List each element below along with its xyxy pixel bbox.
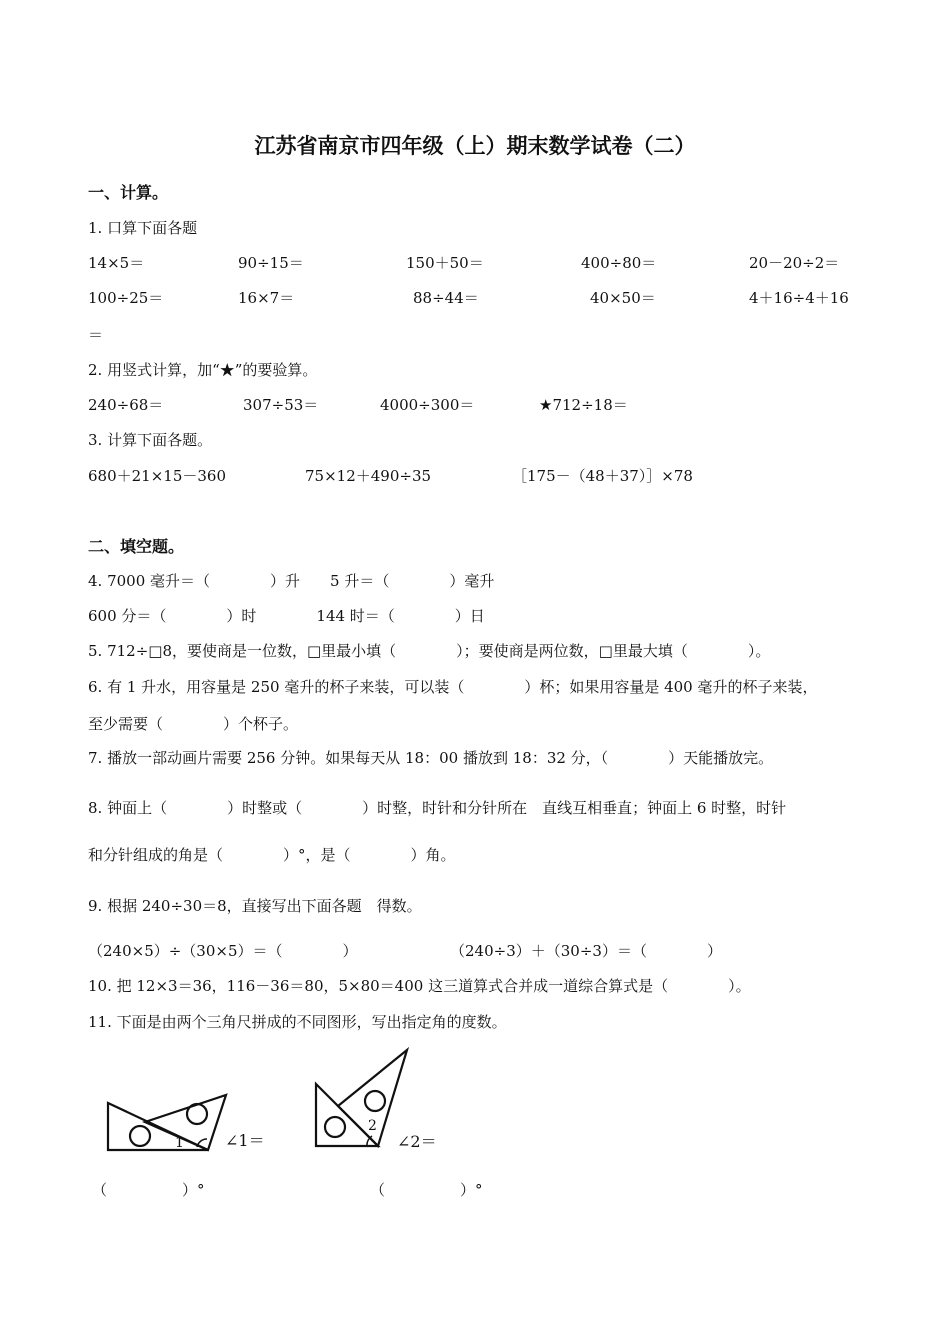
q2-item: 240÷68＝ (88, 396, 164, 414)
figure-2-set-squares (312, 1048, 410, 1150)
q2-item: ★712÷18＝ (539, 396, 628, 414)
q5: 5. 712÷□8，要使商是一位数，□里最小填（ ）；要使商是两位数，□里最大填（ ）。 (88, 642, 771, 660)
q1-item: 16×7＝ (238, 289, 295, 307)
section-2-heading: 二、填空题。 (88, 537, 185, 556)
q1-item: 400÷80＝ (581, 254, 657, 272)
q9-line1: 9. 根据 240÷30＝8，直接写出下面各题 得数。 (88, 897, 422, 915)
q11-answer-1: （ ）° (92, 1181, 205, 1199)
q1-item: 4＋16÷4＋16 (749, 289, 849, 307)
angle-1-mark: 1 (175, 1135, 184, 1151)
q1-item: 40×50＝ (590, 289, 656, 307)
q10: 10. 把 12×3＝36，116－36＝80，5×80＝400 这三道算式合并成一道综合算式是（ ）。 (88, 977, 751, 995)
q2-item: 4000÷300＝ (380, 396, 475, 414)
q4-line1: 4. 7000 毫升＝（ ）升 5 升＝（ ）毫升 (88, 572, 495, 590)
q11-label: 11. 下面是由两个三角尺拼成的不同图形，写出指定角的度数。 (88, 1013, 507, 1031)
q9-expr2: （240÷3）＋（30÷3）＝（ ） (450, 942, 722, 960)
q3-label: 3. 计算下面各题。 (88, 431, 213, 449)
q2-label: 2. 用竖式计算，加“★”的要验算。 (88, 361, 318, 379)
angle-2-label: ∠2＝ (397, 1132, 437, 1151)
q1-item-tail: ＝ (88, 326, 104, 344)
section-1-heading: 一、计算。 (88, 183, 169, 202)
q2-item: 307÷53＝ (243, 396, 319, 414)
q9-expr1: （240×5）÷（30×5）＝（ ） (88, 942, 358, 960)
q11-answer-2: （ ）° (370, 1181, 483, 1199)
q8-line1: 8. 钟面上（ ）时整或（ ）时整，时针和分针所在 直线互相垂直；钟面上 6 时整，时针 (88, 799, 787, 817)
q6-line2: 至少需要（ ）个杯子。 (88, 715, 299, 733)
q1-item: 150＋50＝ (406, 254, 484, 272)
page-title: 江苏省南京市四年级（上）期末数学试卷（二） (254, 134, 696, 158)
q1-item: 90÷15＝ (238, 254, 304, 272)
q3-item: ［175－（48＋37）］×78 (512, 467, 693, 485)
q1-item: 100÷25＝ (88, 289, 164, 307)
q3-item: 75×12＋490÷35 (305, 467, 432, 485)
q1-item: 14×5＝ (88, 254, 145, 272)
q4-line2: 600 分＝（ ）时 144 时＝（ ）日 (88, 607, 485, 625)
q1-item: 20－20÷2＝ (749, 254, 840, 272)
q6-line1: 6. 有 1 升水，用容量是 250 毫升的杯子来装，可以装（ ）杯；如果用容量是 400 毫升的杯子来装， (88, 678, 818, 696)
angle-1-label: ∠1＝ (225, 1131, 265, 1150)
q1-label: 1. 口算下面各题 (88, 219, 198, 237)
q8-line2: 和分针组成的角是（ ）°，是（ ）角。 (88, 846, 456, 864)
q3-item: 680＋21×15－360 (88, 467, 227, 485)
q7: 7. 播放一部动画片需要 256 分钟。如果每天从 18：00 播放到 18：32 分，（ ）天能播放完。 (88, 749, 774, 767)
q1-item: 88÷44＝ (413, 289, 479, 307)
figure-1-set-squares (105, 1092, 230, 1154)
angle-2-mark: 2 (368, 1118, 377, 1134)
